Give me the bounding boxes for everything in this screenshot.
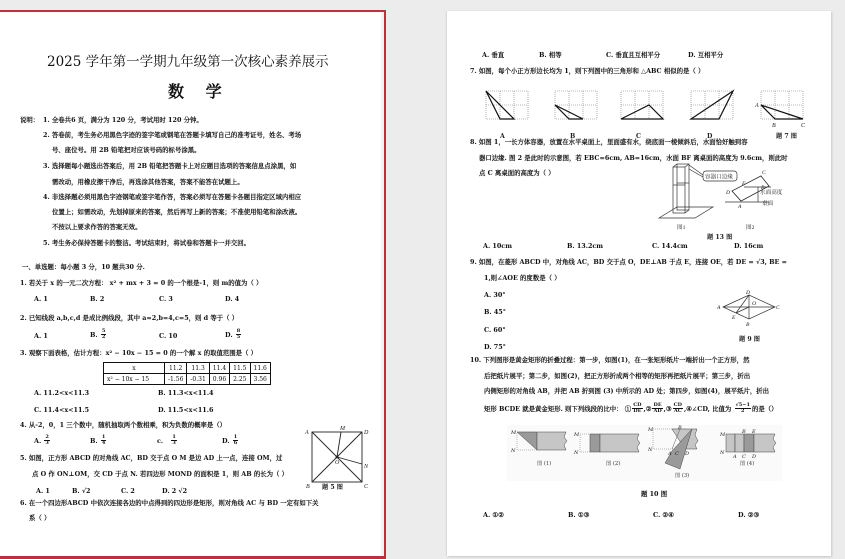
- document-page-1[interactable]: [0, 10, 386, 559]
- svg-text:图1: 图1: [677, 225, 686, 231]
- svg-text:O: O: [335, 460, 340, 466]
- table-cell: 11.2: [165, 363, 187, 374]
- q3-option-c: C. 11.4<x<11.5: [34, 406, 90, 414]
- q5-option-c: C. 2: [121, 487, 135, 495]
- q8-stem-line1: 8. 如图 1，一长方体容器，放置在水平桌面上，里面盛有水，绕底面一棱倾斜后，水面恰好触到容: [470, 138, 748, 146]
- q5-square-figure: [305, 426, 375, 494]
- q7-option-c-grid: [621, 91, 663, 119]
- q2-fraction-b: $\frac{5}{2}$: [101, 328, 106, 341]
- svg-text:图2: 图2: [746, 225, 755, 231]
- q8-option-d: D. 16cm: [734, 242, 764, 250]
- svg-text:桌面: 桌面: [762, 201, 774, 207]
- q5-stem-line2: 点 O 作 ON⊥OM，交 CD 于点 N. 若四边形 MOND 的面积是 1，则 AB 的长为（ ）: [32, 470, 288, 478]
- document-page-2[interactable]: [447, 11, 831, 556]
- svg-text:D: D: [746, 290, 751, 296]
- svg-text:E: E: [752, 429, 756, 435]
- q1-option-c: C. 3: [159, 295, 173, 303]
- q10-figure-caption: 题 10 图: [641, 490, 668, 498]
- svg-text:水面高度: 水面高度: [760, 190, 783, 196]
- svg-text:B: B: [742, 429, 746, 435]
- svg-text:B: B: [306, 484, 310, 490]
- table-cell: 11.3: [187, 363, 209, 374]
- svg-text:N: N: [364, 464, 369, 470]
- svg-text:B: B: [746, 322, 750, 328]
- q6-option-c: C. 垂直且互相平分: [606, 51, 661, 59]
- q8-option-c: C. 14.4cm: [652, 242, 688, 250]
- q5-option-a: A. 1: [36, 487, 50, 495]
- svg-text:F: F: [742, 181, 746, 187]
- instruction-2-cont: 号、座位号。用 2B 铅笔把对应该号码的标号涂黑。: [52, 146, 201, 154]
- svg-text:A: A: [738, 204, 742, 210]
- q1-option-a: A. 1: [34, 295, 48, 303]
- svg-text:图 (4): 图 (4): [740, 461, 755, 467]
- instruction-3: 3. 选择题每小题选出答案后，用 2B 铅笔把答题卡上对应题目选项的答案信息点涂黑，如: [43, 162, 297, 170]
- q4-stem: 4. 从-2，0，1 三个数中，随机抽取两个数相乘，积为负数的概率是（）: [20, 421, 227, 429]
- exam-title: 2025 学年第一学期九年级第一次核心素养展示: [47, 54, 329, 70]
- table-cell: -0.31: [187, 374, 209, 385]
- q7-option-a-grid: [486, 91, 528, 119]
- svg-text:D: D: [726, 190, 731, 196]
- q10-option-d: D. ②③: [738, 511, 760, 519]
- q10-folding-figure: [507, 425, 782, 485]
- svg-text:M: M: [340, 426, 345, 432]
- svg-text:A: A: [717, 305, 721, 311]
- q6-option-d: D. 互相平分: [688, 51, 724, 59]
- q4-option-b: B. $\frac{1}{4}$: [90, 434, 106, 447]
- svg-text:图 (2): 图 (2): [606, 461, 621, 467]
- instruction-4-cont2: 不按以上要求作答的答案无效。: [52, 223, 142, 231]
- svg-text:C: C: [762, 170, 766, 176]
- svg-text:B: B: [678, 425, 682, 431]
- svg-text:N: N: [720, 450, 725, 456]
- q7-option-b-grid: [555, 91, 597, 119]
- q10-option-b: B. ①③: [568, 511, 590, 519]
- svg-text:D: D: [685, 451, 690, 457]
- table-cell: 0.96: [209, 374, 229, 385]
- svg-text:M: M: [511, 430, 517, 436]
- svg-text:A: A: [755, 103, 759, 109]
- q1-option-b: B. 2: [90, 295, 105, 303]
- q9-stem-line2: 1,则∠AOE 的度数是（ ）: [484, 274, 561, 282]
- svg-text:A: A: [305, 430, 309, 436]
- table-header-x: x: [104, 363, 165, 374]
- q4-option-c: c. $\frac{1}{3}$: [157, 434, 176, 447]
- svg-text:A: A: [668, 451, 672, 457]
- q9-option-c: C. 60°: [484, 326, 506, 334]
- subject-heading: 数 学: [168, 82, 230, 101]
- svg-text:N: N: [574, 450, 579, 456]
- svg-text:C: C: [364, 484, 369, 490]
- svg-text:B: B: [772, 123, 776, 129]
- q1-option-d: D. 4: [225, 295, 240, 303]
- svg-text:N: N: [511, 448, 516, 454]
- svg-text:C: C: [636, 133, 641, 140]
- q5-figure-caption: 题 5 图: [322, 484, 343, 491]
- instruction-4-cont: 位置上；如需改动，先划掉原来的答案，然后再写上新的答案；不准使用铅笔和涂改液。: [52, 208, 302, 216]
- svg-text:O: O: [752, 301, 757, 307]
- q10-stem-line2: 后把纸片展平；第二步，如图(2)，把正方形折成两个相等的矩形再把纸片展平；第三步，折出: [484, 372, 751, 380]
- q2-fraction-d: $\frac{8}{5}$: [236, 328, 241, 341]
- svg-text:E: E: [732, 315, 736, 321]
- q6-option-a: A. 垂直: [482, 51, 505, 59]
- instruction-3-cont: 需改动，用橡皮擦干净后，再选涂其他答案，答案不能答在试题上。: [52, 178, 244, 186]
- q2-stem: 2. 已知线段 a,b,c,d 是成比例线段，其中 a=2,b=4,c=5，则 d 等于（ ）: [20, 314, 239, 322]
- q2-option-b: B. $\frac{5}{2}$: [90, 328, 106, 341]
- table-header-expr: x² − 10x − 15: [104, 374, 165, 385]
- q10-stem-line4: 矩形 BCDE 就是黄金矩形. 则下列线段的比中： ① $\frac{CD}{DE}$ ,② $\frac{DE}{AD}$ ,③ $\frac{CD}{AC}$ ,④∠CD, 比值为 $\frac{√5-1}{2}$ 的是（）: [484, 402, 778, 415]
- q3-option-d: D. 11.5<x<11.6: [158, 406, 214, 414]
- q8-stem-line2: 器口边缘. 图 2 是此时的示意图，若 EBC=6cm, AB=16cm，水面 BF 离桌面的高度为 9.6cm，则此时: [479, 154, 788, 162]
- q7-stem: 7. 如图，每个小正方形边长均为 1，则下列图中的三角形和 △ABC 相似的是（ ）: [470, 67, 705, 75]
- instruction-5: 5. 考生务必保持答题卡的整洁。考试结束时，将试卷和答题卡一并交回。: [43, 239, 251, 247]
- q9-figure-caption: 题 9 图: [739, 336, 760, 343]
- svg-text:M: M: [720, 432, 726, 438]
- svg-text:A: A: [500, 133, 505, 140]
- svg-text:D: D: [364, 430, 369, 436]
- svg-text:C: C: [801, 123, 806, 129]
- q3-value-table: [103, 362, 271, 385]
- q9-option-b: B. 45°: [484, 308, 506, 316]
- q2-option-a: A. 1: [34, 332, 48, 340]
- instruction-1: 1. 全卷共6 页，满分为 120 分，考试用时 120 分钟。: [43, 116, 203, 124]
- svg-text:C: C: [776, 305, 780, 311]
- q6-stem-line1: 6. 在一个四边形ABCD 中依次连接各边的中点得到的四边形是矩形，则对角线 AC 与 BD 一定有如下关: [20, 499, 319, 507]
- q8-option-b: B. 13.2cm: [567, 242, 604, 250]
- q1-stem: 1. 若关于 x 的一元二次方程： x² + mx + 3 = 0 的一个根是-1，则 m的值为（ ）: [20, 279, 263, 287]
- q5-option-b: B. √2: [72, 487, 91, 495]
- q10-option-c: C. ②④: [653, 511, 674, 519]
- q6-option-b: B. 相等: [539, 51, 562, 59]
- instruction-2: 2. 答卷前，考生务必用黑色字迹的签字笔或钢笔在答题卡填写自己的准考证号，姓名、考场: [43, 131, 302, 139]
- svg-text:B: B: [570, 133, 576, 140]
- instructions-label: 说明：: [20, 116, 40, 124]
- q10-stem-line3: 内侧矩形的对角线 AB，并把 AB 折到图 (3) 中所示的 AD 处；第四步，如图(4)，展平纸片，折出: [484, 387, 770, 395]
- svg-text:M: M: [648, 427, 654, 433]
- q2-option-c: C. 10: [159, 332, 178, 340]
- q7-grid-figures: [474, 81, 824, 141]
- q8-container-figure: [657, 163, 817, 243]
- svg-text:容器口边缘: 容器口边缘: [705, 174, 733, 181]
- q8-figure-caption: 题 13 图: [707, 234, 733, 241]
- svg-text:C: C: [742, 454, 746, 460]
- svg-text:N: N: [648, 447, 653, 453]
- q2-option-d: D. $\frac{8}{5}$: [225, 328, 241, 341]
- q7-figure-caption: 题 7 图: [776, 133, 797, 140]
- q8-option-a: A. 10cm: [483, 242, 512, 250]
- q5-stem-line1: 5. 如图，正方形 ABCD 的对角线 AC，BD 交于点 O M 是边 AD 上一点，连接 OM，过: [20, 454, 283, 462]
- q4-option-d: D. $\frac{1}{6}$: [222, 434, 238, 447]
- svg-text:D: D: [752, 454, 757, 460]
- q10-option-a: A. ①②: [483, 511, 504, 519]
- table-cell: 3.56: [250, 374, 270, 385]
- q9-option-d: D. 75°: [484, 343, 506, 351]
- svg-text:B: B: [761, 185, 765, 191]
- svg-text:D: D: [707, 133, 713, 140]
- table-cell: 11.5: [230, 363, 250, 374]
- svg-text:图 (1): 图 (1): [537, 461, 552, 467]
- q7-option-d-grid: [691, 91, 733, 119]
- q9-option-a: A. 30°: [484, 291, 506, 299]
- svg-text:M: M: [574, 432, 580, 438]
- table-cell: 2.25: [230, 374, 250, 385]
- q9-stem-line1: 9. 如图，在菱形 ABCD 中，对角线 AC，BD 交于点 O，DE⊥AB 于点 E，连接 OE，若 DE = √3, BE =: [470, 258, 787, 266]
- q8-stem-line3: 点 C 离桌面的高度为（ ）: [479, 169, 555, 177]
- q5-option-d: D. 2 √2: [162, 487, 188, 495]
- q6-stem-line2: 系（ ）: [29, 514, 51, 522]
- q4-option-a: A. $\frac{2}{3}$: [34, 434, 49, 447]
- instruction-4: 4. 非选择题必须用黑色字迹钢笔或签字笔作答，答案必须写在答题卡各题目指定区域内相应: [43, 193, 302, 201]
- q3-stem: 3. 观察下面表格，估计方程：x² − 10x − 15 = 0 的一个解 x 的取值范围是（ ）: [20, 349, 258, 357]
- section-heading: 一、单选题：每小题 3 分，10 题共30 分.: [22, 263, 145, 271]
- svg-text:C: C: [675, 451, 679, 457]
- q3-option-a: A. 11.2<x<11.3: [34, 389, 90, 397]
- q3-option-b: B. 11.3<x<11.4: [158, 389, 214, 397]
- q10-stem-line1: 10. 下列图形是黄金矩形的折叠过程：第一步，如图(1)，在一张矩形纸片一端折出一个正方形，然: [470, 356, 750, 364]
- table-cell: -1.56: [165, 374, 187, 385]
- table-cell: 11.4: [209, 363, 229, 374]
- svg-text:图 (3): 图 (3): [675, 473, 690, 479]
- q7-reference-grid: [754, 91, 806, 129]
- svg-text:A: A: [733, 454, 737, 460]
- table-cell: 11.6: [250, 363, 270, 374]
- q9-rhombus-figure: [712, 291, 782, 351]
